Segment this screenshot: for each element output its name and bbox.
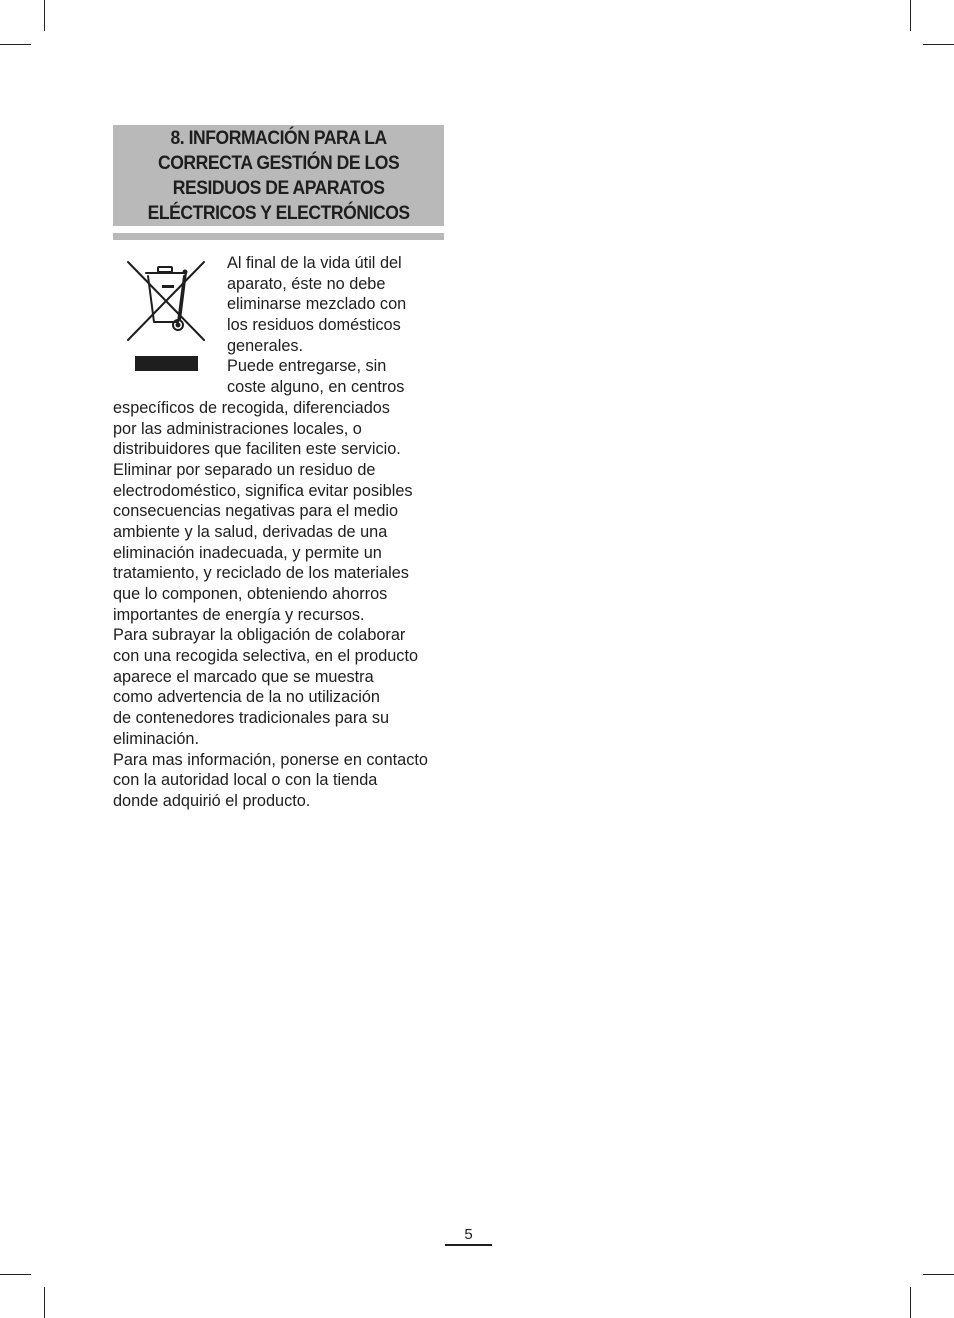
section-title-line: 8. INFORMACIÓN PARA LA (170, 126, 387, 149)
section-header (113, 125, 444, 226)
text-line: generales. (227, 336, 304, 355)
crop-mark-bottom-right-horizontal (923, 1274, 954, 1275)
text-line: Para mas información, ponerse en contacto (113, 750, 428, 769)
page-number: 5 (445, 1226, 492, 1246)
text-line: ambiente y la salud, derivadas de una (113, 522, 388, 541)
text-line: eliminarse mezclado con (227, 295, 407, 314)
crop-mark-top-left-horizontal (0, 44, 31, 45)
disposal-information-text (113, 253, 453, 812)
section-title (147, 126, 409, 226)
section-title-line: ELÉCTRICOS Y ELECTRÓNICOS (147, 201, 410, 224)
text-line: electrodoméstico, significa evitar posibles (113, 481, 413, 500)
crop-mark-top-right-horizontal (923, 44, 954, 45)
text-line: por las administraciones locales, o (113, 419, 362, 438)
text-line: eliminación. (113, 729, 199, 748)
section-title-line: CORRECTA GESTIÓN DE LOS (157, 151, 400, 174)
text-line: con la autoridad local o con la tienda (113, 771, 378, 790)
text-line: de contenedores tradicionales para su (113, 709, 390, 728)
text-line: como advertencia de la no utilización (113, 688, 380, 707)
crop-mark-top-right-vertical (910, 0, 911, 31)
text-line: distribuidores que faciliten este servicio. (113, 440, 401, 459)
text-line: con una recogida selectiva, en el producto (113, 647, 419, 666)
header-divider (113, 233, 444, 240)
text-line: donde adquirió el producto. (113, 791, 311, 810)
section-title-line: RESIDUOS DE APARATOS (172, 176, 385, 199)
text-line: tratamiento, y reciclado de los materiales (113, 564, 409, 583)
crop-mark-bottom-left-vertical (44, 1287, 45, 1318)
crop-mark-bottom-right-vertical (910, 1287, 911, 1318)
text-line: importantes de energía y recursos. (113, 605, 365, 624)
text-line: Para subrayar la obligación de colaborar (113, 626, 406, 645)
crop-mark-bottom-left-horizontal (0, 1274, 31, 1275)
text-line: aparato, éste no debe (227, 274, 386, 293)
text-line: específicos de recogida, diferenciados (113, 398, 390, 417)
text-line: Puede entregarse, sin (227, 357, 387, 376)
text-line: Al final de la vida útil del (227, 254, 402, 272)
crop-mark-top-left-vertical (44, 0, 45, 31)
text-line: Eliminar por separado un residuo de (113, 460, 376, 479)
text-line: los residuos domésticos (227, 316, 401, 335)
text-line: consecuencias negativas para el medio (113, 502, 399, 521)
text-line: que lo componen, obteniendo ahorros (113, 585, 388, 603)
text-line: coste alguno, en centros (227, 378, 405, 397)
text-line: eliminación inadecuada, y permite un (113, 543, 382, 562)
text-line: aparece el marcado que se muestra (113, 667, 374, 686)
